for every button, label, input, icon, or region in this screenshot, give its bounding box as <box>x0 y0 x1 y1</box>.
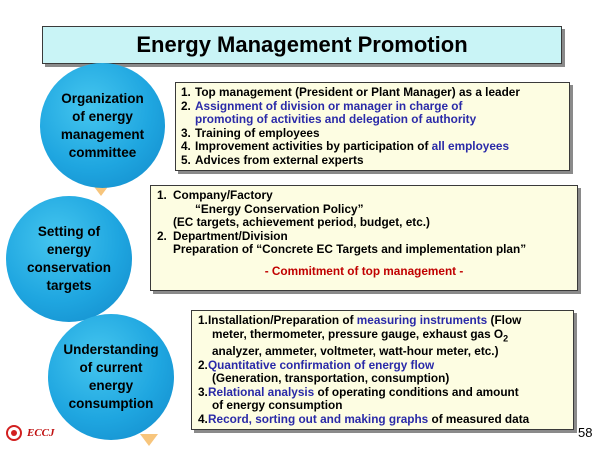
item-text-continued: (Generation, transportation, consumption) <box>212 371 450 386</box>
list-item <box>198 413 567 427</box>
item-highlight: Record, sorting out and making graphs <box>208 411 429 426</box>
item-text: Advices from external experts <box>195 152 364 167</box>
item-text: Top management (President or Plant Manager) as a leader <box>195 85 520 99</box>
list-item <box>181 127 564 141</box>
item-number: 2. <box>181 98 191 113</box>
list-item <box>157 230 571 244</box>
targets-details-box <box>150 185 578 291</box>
item-number: 1. <box>157 188 167 202</box>
circle-organization <box>40 63 165 188</box>
item-heading: Department/Division <box>173 228 288 243</box>
item-number: 2. <box>198 357 208 372</box>
item-number: 5. <box>181 152 191 167</box>
list-item <box>157 189 571 203</box>
item-text: (EC targets, achievement period, budget, etc.) <box>173 215 430 229</box>
item-number: 3. <box>198 384 208 399</box>
item-highlight: Relational analysis <box>208 384 315 399</box>
eccj-logo-icon <box>6 425 22 441</box>
item-text-plain: of measured data <box>428 411 530 426</box>
item-text-plain: Installation/Preparation of <box>208 313 357 327</box>
item-text: Preparation of “Concrete EC Targets and implementation plan” <box>173 242 527 256</box>
item-text-continued <box>198 328 567 346</box>
circle-consumption <box>48 314 174 440</box>
page-number: 58 <box>578 425 593 440</box>
eccj-logo <box>6 425 55 441</box>
circle-targets <box>6 196 132 322</box>
item-text-continued: analyzer, ammeter, voltmeter, watt-hour meter, etc.) <box>212 344 499 359</box>
item-number: 1. <box>181 85 191 99</box>
logo-text: ECCJ <box>27 427 55 439</box>
list-item <box>181 86 564 100</box>
item-highlight: measuring instruments <box>356 313 488 327</box>
item-text <box>195 140 509 154</box>
list-item <box>198 314 567 328</box>
item-text-plain: meter, thermometer, pressure gauge, exhaust gas O <box>212 326 504 341</box>
item-text <box>208 386 519 400</box>
slide-title: Energy Management Promotion <box>42 26 562 64</box>
list-item <box>198 386 567 400</box>
item-text: Training of employees <box>195 125 320 140</box>
item-text-plain: Improvement activities by participation of <box>195 139 432 153</box>
list-item <box>181 140 564 154</box>
subscript: 2 <box>503 332 509 343</box>
down-arrow-icon <box>140 434 158 446</box>
item-heading: Company/Factory <box>173 188 273 202</box>
item-text: “Energy Conservation Policy” <box>195 201 364 216</box>
item-text-continued: of energy consumption <box>212 398 343 413</box>
item-number: 4. <box>198 411 208 426</box>
circle-label: Understanding of current energy consumption <box>63 342 159 411</box>
item-text: Assignment of division or manager in charge of <box>195 98 463 113</box>
organization-details-box <box>175 82 570 171</box>
item-text <box>208 413 529 427</box>
circle-label: Organization of energy management committee <box>60 90 145 160</box>
item-highlight: all employees <box>431 139 510 153</box>
item-text-continued: promoting of activities and delegation of authority <box>195 112 477 126</box>
item-number: 4. <box>181 139 191 153</box>
item-number: 3. <box>181 125 191 140</box>
circle-label: Setting of energy conservation targets <box>26 224 112 293</box>
item-number: 2. <box>157 228 167 243</box>
consumption-details-box <box>191 310 574 430</box>
item-text-plain: of operating conditions and amount <box>314 384 519 399</box>
item-highlight: Quantitative confirmation of energy flow <box>208 357 435 372</box>
list-item <box>198 359 567 373</box>
commitment-note: - Commitment of top management - <box>264 263 464 278</box>
item-number: 1. <box>198 313 208 327</box>
item-text <box>208 314 521 328</box>
list-item <box>181 154 564 168</box>
list-item <box>181 100 564 114</box>
item-text-plain: (Flow <box>487 313 522 327</box>
